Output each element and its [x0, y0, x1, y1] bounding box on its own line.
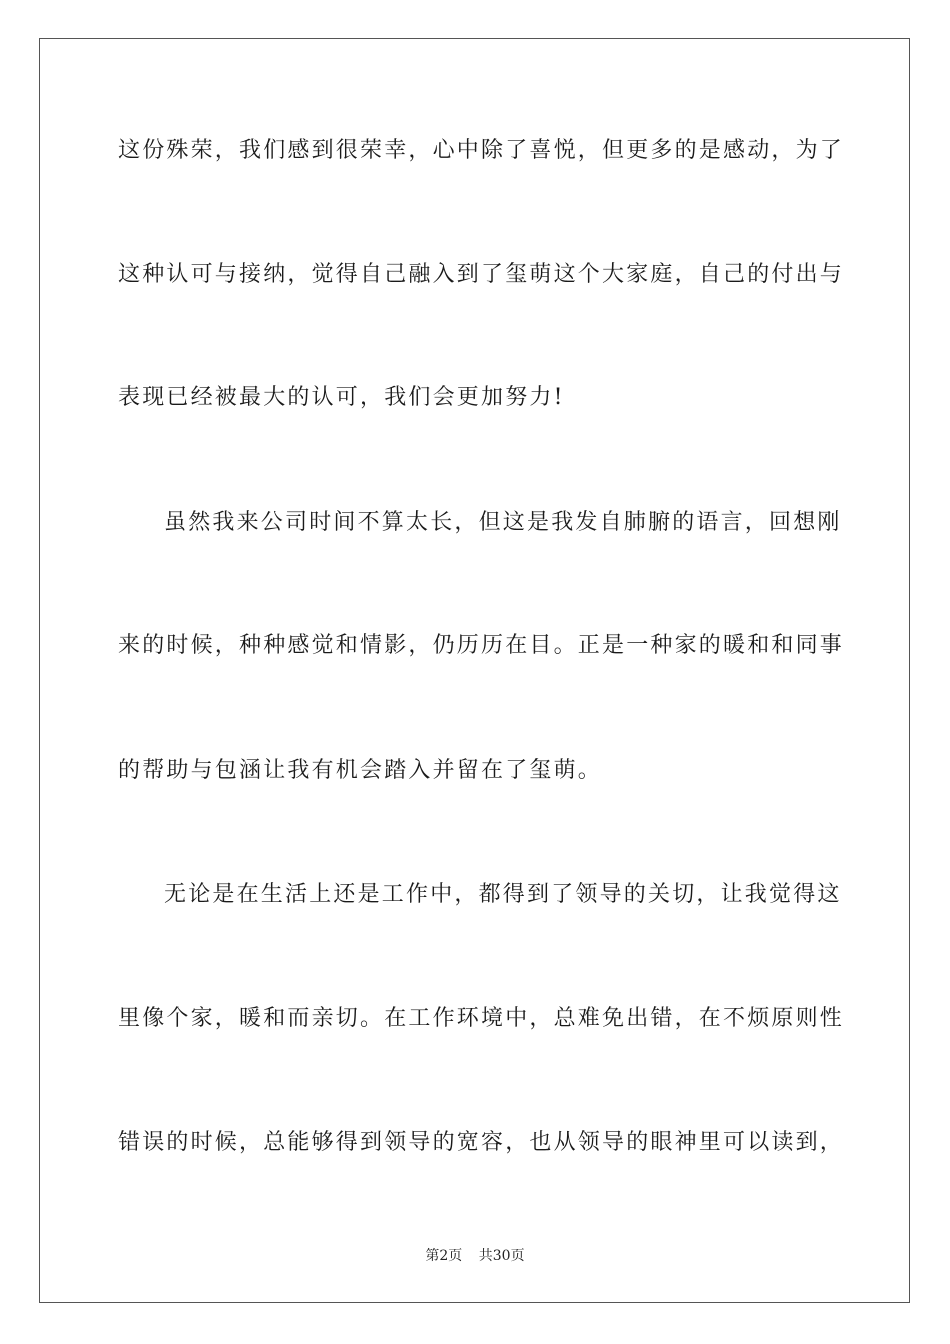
page-number: 第2页 [425, 1248, 463, 1264]
paragraph-first-line: 无论是在生活上还是工作中，都得到了领导的关切，让我觉得这 [164, 882, 842, 907]
text-line: 来的时候，种种感觉和情影，仍历历在目。正是一种家的暖和和同事 [118, 633, 845, 658]
text-line: 这种认可与接纳，觉得自己融入到了玺萌这个大家庭，自己的付出与 [118, 262, 845, 287]
text-line: 这份殊荣，我们感到很荣幸，心中除了喜悦，但更多的是感动，为了 [118, 138, 845, 163]
text-line: 的帮助与包涵让我有机会踏入并留在了玺萌。 [118, 758, 603, 783]
page-frame [39, 38, 910, 1303]
total-pages: 共30页 [478, 1248, 525, 1264]
text-line: 里像个家，暖和而亲切。在工作环境中，总难免出错，在不烦原则性 [118, 1006, 845, 1031]
text-line: 表现已经被最大的认可，我们会更加努力! [118, 385, 565, 410]
paragraph-first-line: 虽然我来公司时间不算太长，但这是我发自肺腑的语言，回想刚 [164, 510, 842, 535]
page-footer [0, 1247, 950, 1265]
text-line: 错误的时候，总能够得到领导的宽容，也从领导的眼神里可以读到， [118, 1130, 845, 1155]
